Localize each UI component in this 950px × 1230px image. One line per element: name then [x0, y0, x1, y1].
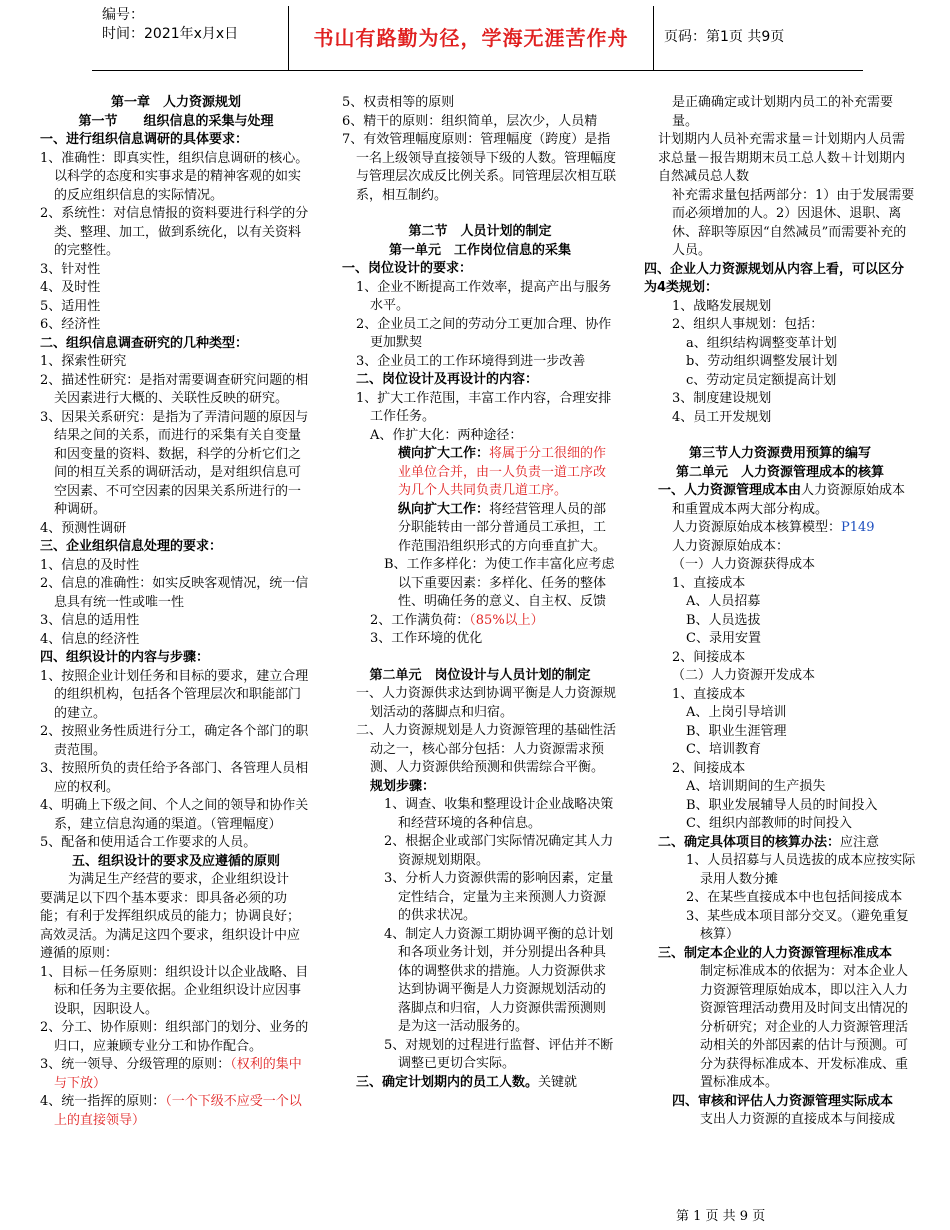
unit-title: 第二单元 人力资源管理成本的核算 — [675, 464, 884, 480]
list-item: 2、间接成本 — [672, 649, 746, 665]
list-item: 1、探索性研究 — [40, 354, 127, 369]
heading: 三、制定本企业的人力资源管理标准成本 — [658, 945, 893, 961]
paragraph: 2、信息的准确性：如实反映客观情况，统一信息具有统一性或唯一性 — [40, 576, 309, 610]
paragraph: 1、人员招募与人员选拔的成本应按实际录用人数分摊 — [686, 853, 916, 887]
unit-title: 第二单元 岗位设计与人员计划的制定 — [369, 667, 591, 683]
paragraph: 2、分工、协作原则：组织部门的划分、业务的归口，应兼顾专业分工和协作配合。 — [40, 1020, 309, 1054]
text: 关键就 — [538, 1074, 578, 1090]
paragraph — [644, 482, 916, 519]
list-item: 4、员工开发规划 — [672, 409, 772, 425]
paragraph: 1、扩大工作范围，丰富工作内容，合理安排工作任务。 — [356, 390, 612, 424]
list-item: 1、信息的及时性 — [40, 557, 140, 573]
list-item: 4、预测性调研 — [40, 520, 127, 536]
list-item: 5、权责相等的原则 — [342, 95, 455, 110]
paragraph: 6、精干的原则：组织简单，层次少，人员精 — [342, 113, 598, 129]
text: 3、统一领导、分级管理的原则： — [40, 1057, 231, 1072]
text: 将经营管理人员的部分职能转由一部分普通员工承担，工作范围沿组织形式的方向垂直扩大。 — [398, 501, 607, 554]
heading: 五、组织设计的要求及应遵循的原则 — [71, 853, 280, 869]
list-item: B、职业发展辅导人员的时间投入 — [686, 797, 878, 813]
paragraph: 2、在某些直接成本中也包括间接成本 — [686, 890, 903, 905]
term: 纵向扩大工作： — [398, 501, 490, 517]
paragraph: 补充需求量包括两部分：1）由于发展需要而必须增加的人。2）因退休、退职、离休、辞职等原因“自然减员”而需要补充的人员。 — [672, 187, 915, 258]
unit-title: 第一单元 工作岗位信息的采集 — [388, 242, 571, 258]
heading: 规划步骤： — [370, 778, 436, 794]
list-item: 3、针对性 — [40, 261, 101, 277]
paragraph: 计划期内人员补充需求量＝计划期内人员需求总量－报告期期末员工总人数＋计划期内自然减员总人数 — [658, 132, 906, 184]
column-1 — [40, 94, 312, 1130]
paragraph: 制定标准成本的依据为：对本企业人力资源管理原始成本，即以注入人力资源管理活动费用及时间支出情况的分析研究；对企业的人力资源管理活动相关的外部因素的估计与预测。可分为获得标准成本、开发标准成、重置标准成本。 — [700, 964, 909, 1090]
paragraph — [342, 1074, 618, 1093]
section-title: 第一节 组织信息的采集与处理 — [78, 113, 274, 129]
list-item: C、录用安置 — [686, 631, 761, 646]
paragraph — [342, 501, 618, 557]
list-item: 3、工作环境的优化 — [370, 631, 483, 646]
list-item: C、培训教育 — [686, 742, 761, 757]
paragraph: 2、描述性研究：是指对需要调查研究问题的相关因素进行大概的、关联性反映的研究。 — [40, 372, 309, 406]
number-label: 编号： — [102, 7, 144, 23]
paragraph: 2、系统性：对信息情报的资料要进行科学的分类、整理、加工，做到系统化，以有关资料的完整性。 — [40, 206, 309, 258]
heading: 四、企业人力资源规划从内容上看，可以区分为4类规划： — [644, 261, 905, 295]
paragraph — [644, 519, 916, 538]
paragraph — [40, 1093, 312, 1130]
heading: 一、进行组织信息调研的具体要求： — [40, 132, 249, 147]
list-item: 3、制度建设规划 — [672, 391, 772, 406]
heading: 三、确定计划期内的员工人数。 — [356, 1074, 539, 1090]
paragraph — [644, 834, 916, 853]
paragraph: 1、企业不断提高工作效率，提高产出与服务水平。 — [356, 279, 612, 313]
heading: 一、岗位设计的要求： — [342, 261, 473, 276]
list-item: 1、直接成本 — [672, 686, 746, 702]
term: 横向扩大工作： — [398, 446, 490, 461]
heading: 一、人力资源管理成本由 — [658, 483, 802, 498]
paragraph: 3、按照所负的责任给予各部门、各管理人员相应的权利。 — [40, 761, 309, 795]
red-note: （一个下级不应受一个以上的直接领导） — [54, 1094, 302, 1128]
motto: 书山有路勤为径，学海无涯苦作舟 — [288, 6, 654, 70]
list-item: （一）人力资源获得成本 — [672, 557, 816, 572]
list-item: 人力资源原始成本： — [672, 538, 790, 554]
page-label: 页码：第1页 共9页 — [664, 29, 785, 45]
paragraph: 要满足以下四个基本要求：即具备必须的功能；有利于发挥组织成员的能力；协调良好；高效灵活。为满足这四个要求，组织设计中应遵循的原则： — [40, 890, 301, 961]
red-note: 将属于分工很细的作业单位合并，由一人负责一道工序改为几个人共同负责几道工序。 — [398, 446, 607, 498]
paragraph: 二、人力资源规划是人力资源管理的基础性活动之一，核心部分包括：人力资源需求预测、人力资源供给预测和供需综合平衡。 — [356, 723, 617, 775]
list-item: B、人员选拔 — [686, 612, 761, 628]
paragraph: 1、准确性：即真实性，组织信息调研的核心。以科学的态度和实事求是的精神客观的如实的反应组织信息的实际情况。 — [40, 150, 309, 203]
heading: 二、确定具体项目的核算办法： — [658, 834, 841, 850]
page-header — [92, 6, 863, 71]
list-item: 1、直接成本 — [672, 575, 746, 591]
text: 2、工作满负荷： — [370, 612, 470, 628]
list-item: 5、适用性 — [40, 298, 101, 314]
list-item — [342, 612, 618, 631]
list-item: 3、信息的适用性 — [40, 613, 140, 628]
red-note: （权利的集中与下放） — [54, 1057, 302, 1091]
paragraph: 2、企业员工之间的劳动分工更加合理、协作更加默契 — [356, 316, 612, 350]
spacer — [342, 205, 618, 223]
chapter-title: 第一章 人力资源规划 — [110, 95, 241, 110]
paragraph: 1、目标－任务原则：组织设计以企业战略、目标和任务为主要依据。企业组织设计应因事设职，因职设人。 — [40, 964, 309, 1017]
paragraph: B、工作多样化：为使工作丰富化应考虑以下重要因素：多样化、任务的整体性、明确任务的意义、自主权、反馈 — [384, 557, 615, 609]
heading: 四、审核和评估人力资源管理实际成本 — [672, 1093, 894, 1109]
text: 应注意 — [840, 834, 880, 850]
section-title: 第二节 人员计划的制定 — [408, 224, 552, 239]
list-item: c、劳动定员定额提高计划 — [686, 372, 837, 388]
heading: 二、组织信息调查研究的几种类型： — [40, 335, 249, 351]
list-item: 4、及时性 — [40, 280, 101, 295]
paragraph: 为满足生产经营的要求，企业组织设计 — [68, 872, 290, 887]
page-ref: P149 — [841, 520, 875, 535]
text: 人力资源原始成本核算模型： — [672, 520, 842, 535]
paragraph — [40, 1056, 312, 1093]
red-note: （85%以上） — [469, 612, 544, 628]
list-item: A、人员招募 — [686, 594, 761, 609]
paragraph: 1、按照企业计划任务和目标的要求，建立合理的组织机构，包括各个管理层次和职能部门的建立。 — [40, 668, 309, 721]
paragraph: 3、分析人力资源供需的影响因素，定量定性结合，定量为主来预测人力资源的供求状况。 — [384, 871, 614, 923]
list-item: 1、战略发展规划 — [672, 298, 772, 314]
spacer — [644, 427, 916, 445]
paragraph: 3、因果关系研究：是指为了弄清问题的原因与结果之间的关系，而进行的采集有关自变量和因变量的资料、数据，科学的分析它们之间的相互关系的调研活动，是对组织信息可空因素、不可空因素的因果关系所进行的一种调研。 — [40, 409, 309, 517]
section-title: 第三节人力资源费用预算的编写 — [688, 446, 871, 461]
paragraph: 1、调查、收集和整理设计企业战略决策和经营环境的各种信息。 — [384, 797, 614, 831]
paragraph: 4、明确上下级之间、个人之间的领导和协作关系，建立信息沟通的渠道。（管理幅度） — [40, 798, 309, 832]
list-item: b、劳动组织调整发展计划 — [686, 354, 838, 369]
column-2 — [342, 94, 618, 1092]
heading: 二、岗位设计及再设计的内容： — [356, 372, 539, 387]
text: 人力资源原始成本和重置成本两大部分构成。 — [672, 483, 906, 517]
list-item: 3、企业员工的工作环境得到进一步改善 — [356, 353, 586, 369]
footer-page-number: 第 1 页 共 9 页 — [676, 1209, 766, 1224]
list-item: A、上岗引导培训 — [686, 705, 787, 720]
list-item: 2、间接成本 — [672, 760, 746, 776]
paragraph: 是正确确定或计划期内员工的补充需要量。 — [672, 95, 894, 129]
paragraph: 2、根据企业或部门实际情况确定其人力资源规划期限。 — [384, 834, 614, 868]
header-left — [102, 6, 292, 44]
list-item: C、组织内部教师的时间投入 — [686, 816, 852, 831]
paragraph: 支出人力资源的直接成本与间接成 — [700, 1112, 896, 1127]
list-item: B、职业生涯管理 — [686, 723, 787, 739]
text: 4、统一指挥的原则： — [40, 1094, 166, 1109]
paragraph: 4、制定人力资源工期协调平衡的总计划和各项业务计划，并分别提出各种具体的调整供求的措施。人力资源供求达到协调平衡是人力资源规划活动的落脚点和归宿，人力资源供需预测则是为这一活动服务的。 — [384, 926, 614, 1034]
list-item: 2、组织人事规划：包括： — [672, 317, 824, 332]
list-item: 6、经济性 — [40, 317, 101, 332]
spacer — [342, 649, 618, 667]
list-item: a、组织结构调整变革计划 — [686, 335, 837, 351]
paragraph — [342, 445, 618, 501]
time-label: 时间：2021年x月x日 — [102, 26, 239, 42]
paragraph: 2、按照业务性质进行分工，确定各个部门的职责范围。 — [40, 724, 309, 758]
paragraph: 7、有效管理幅度原则：管理幅度（跨度）是指一名上级领导直接领导下级的人数。管理幅度与管理层次成反比例关系。同管理层次相互联系，相互制约。 — [342, 132, 617, 203]
heading: 三、企业组织信息处理的要求： — [40, 539, 223, 554]
list-item: 5、配备和使用适合工作要求的人员。 — [40, 835, 257, 850]
paragraph: 3、某些成本项目部分交叉。（避免重复核算） — [686, 908, 909, 942]
list-item: 4、信息的经济性 — [40, 631, 140, 647]
heading: 四、组织设计的内容与步骤： — [40, 650, 210, 665]
paragraph: 5、对规划的过程进行监督、评估并不断调整已更切合实际。 — [384, 1037, 614, 1071]
list-item: A、培训期间的生产损失 — [686, 779, 826, 794]
list-item: （二）人力资源开发成本 — [672, 668, 816, 683]
paragraph: 一、人力资源供求达到协调平衡是人力资源规划活动的落脚点和归宿。 — [356, 686, 617, 720]
column-3 — [644, 94, 916, 1130]
list-item: A、作扩大化：两种途径： — [370, 427, 523, 443]
